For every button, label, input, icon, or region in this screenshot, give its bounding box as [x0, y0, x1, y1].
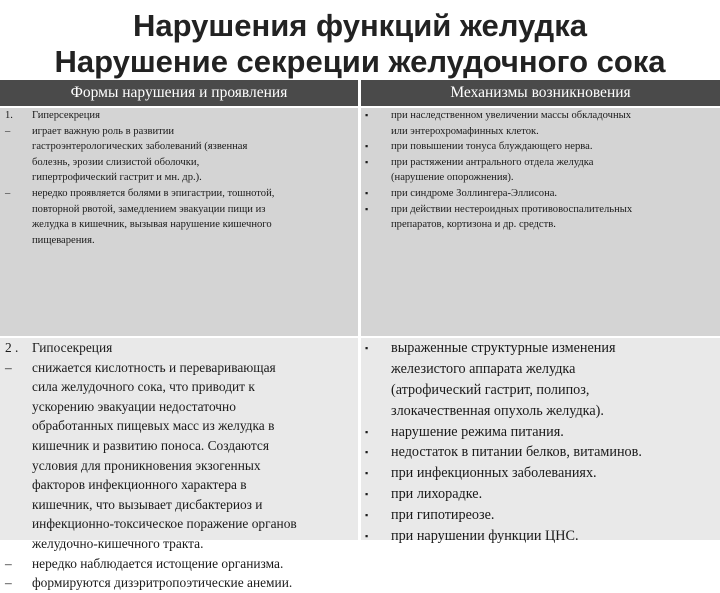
list-item: злокачественная опухоль желудка).	[391, 402, 604, 419]
list-item: сила желудочного сока, что приводит к	[32, 379, 255, 395]
list-item: ускорению эвакуации недостаточно	[32, 398, 236, 414]
bullet-icon: ▪	[365, 110, 369, 120]
list-item: ▪ при синдроме Золлингера-Эллисона.	[361, 186, 720, 202]
list-item: ▪ нарушение режима питания.	[361, 422, 720, 443]
list-item: ▪ при повышении тонуса блуждающего нерва.	[361, 139, 720, 155]
list-item: 2 . Гипосекреция	[5, 340, 113, 355]
list-item: железистого аппарата желудка	[391, 360, 576, 377]
list-item: кишечник, что вызывает дисбактериоз и	[32, 496, 263, 512]
list-item: желудка в кишечник, вызывая нарушение кишечного	[32, 219, 272, 231]
list-item: – играет важную роль в развитии	[5, 125, 175, 137]
list-item: гипертрофический гастрит и мн. др.).	[32, 172, 202, 184]
list-item: ▪ недостаток в питании белков, витаминов.	[361, 442, 720, 463]
list-item: условия для проникновения экзогенных	[32, 457, 261, 473]
list-item: – нередко проявляется болями в эпигастрии, тошнотой,	[5, 187, 275, 199]
header-forms: Формы нарушения и проявления	[0, 80, 358, 106]
list-item: ▪ при наследственном увеличении массы обкладочных	[361, 108, 720, 124]
bullet-icon: ▪	[365, 426, 369, 437]
list-item: ▪ при действии нестероидных противовоспалительных	[361, 202, 720, 218]
list-item: гастроэнтерологических заболеваний (язвенная	[32, 141, 248, 153]
bullet-icon: ▪	[365, 489, 369, 500]
list-item: ▪ выраженные структурные изменения	[361, 338, 720, 359]
bullet-icon: ▪	[365, 187, 369, 198]
list-item: ▪ при инфекционных заболеваниях.	[361, 463, 720, 484]
list-item: ▪ при гипотиреозе.	[361, 505, 720, 526]
bullet-icon: ▪	[365, 468, 369, 479]
bullet-icon: ▪	[365, 156, 369, 167]
list-item: повторной рвотой, замедлением эвакуации пищи из	[32, 203, 266, 215]
list-item: ▪ при лихорадке.	[361, 484, 720, 505]
list-item: (нарушение опорожнения).	[391, 172, 514, 184]
list-item: или энтерохромафинных клеток.	[391, 125, 539, 137]
bullet-icon: ▪	[365, 141, 369, 152]
list-item: 1. Гиперсекреция	[5, 110, 100, 121]
secretion-disorders-table	[0, 80, 720, 591]
slide-title-line1: Нарушения функций желудка	[133, 8, 587, 43]
list-item: желудочно-кишечного тракта.	[32, 535, 204, 551]
list-item: ▪ при растяжении антрального отдела желудка	[361, 155, 720, 171]
list-item: кишечник и развитию поноса. Создаются	[32, 437, 269, 453]
list-item: ▪ при нарушении функции ЦНС.	[361, 526, 720, 547]
list-item: пищеварения.	[32, 234, 95, 246]
list-item: – формируются дизэритропоэтические анемии.	[5, 575, 293, 591]
slide-title-line2: Нарушение секреции желудочного сока	[54, 44, 666, 79]
list-item: (атрофический гастрит, полипоз,	[391, 381, 590, 398]
bullet-icon: ▪	[365, 343, 369, 353]
hyposecretion-manifestations-cell	[0, 338, 358, 591]
bullet-icon: ▪	[365, 531, 369, 542]
list-item: инфекционно-токсическое поражение органов	[32, 516, 297, 532]
list-item: препаратов, кортизона и др. средств.	[391, 219, 556, 231]
hypersecretion-mechanisms-cell	[361, 108, 720, 336]
list-item: – снижается кислотность и переваривающая	[5, 359, 276, 375]
bullet-icon: ▪	[365, 510, 369, 521]
bullet-icon: ▪	[365, 203, 369, 214]
list-item: факторов инфекционного характера в	[32, 477, 247, 493]
hypersecretion-manifestations-cell	[0, 108, 358, 336]
header-mechanisms: Механизмы возникновения	[361, 80, 720, 106]
bullet-icon: ▪	[365, 447, 369, 458]
list-item: – нередко наблюдается истощение организма.	[5, 555, 284, 571]
list-item: болезнь, эрозии слизистой оболочки,	[32, 156, 200, 168]
list-item: обработанных пищевых масс из желудка в	[32, 418, 275, 434]
hyposecretion-mechanisms-cell	[361, 338, 720, 545]
